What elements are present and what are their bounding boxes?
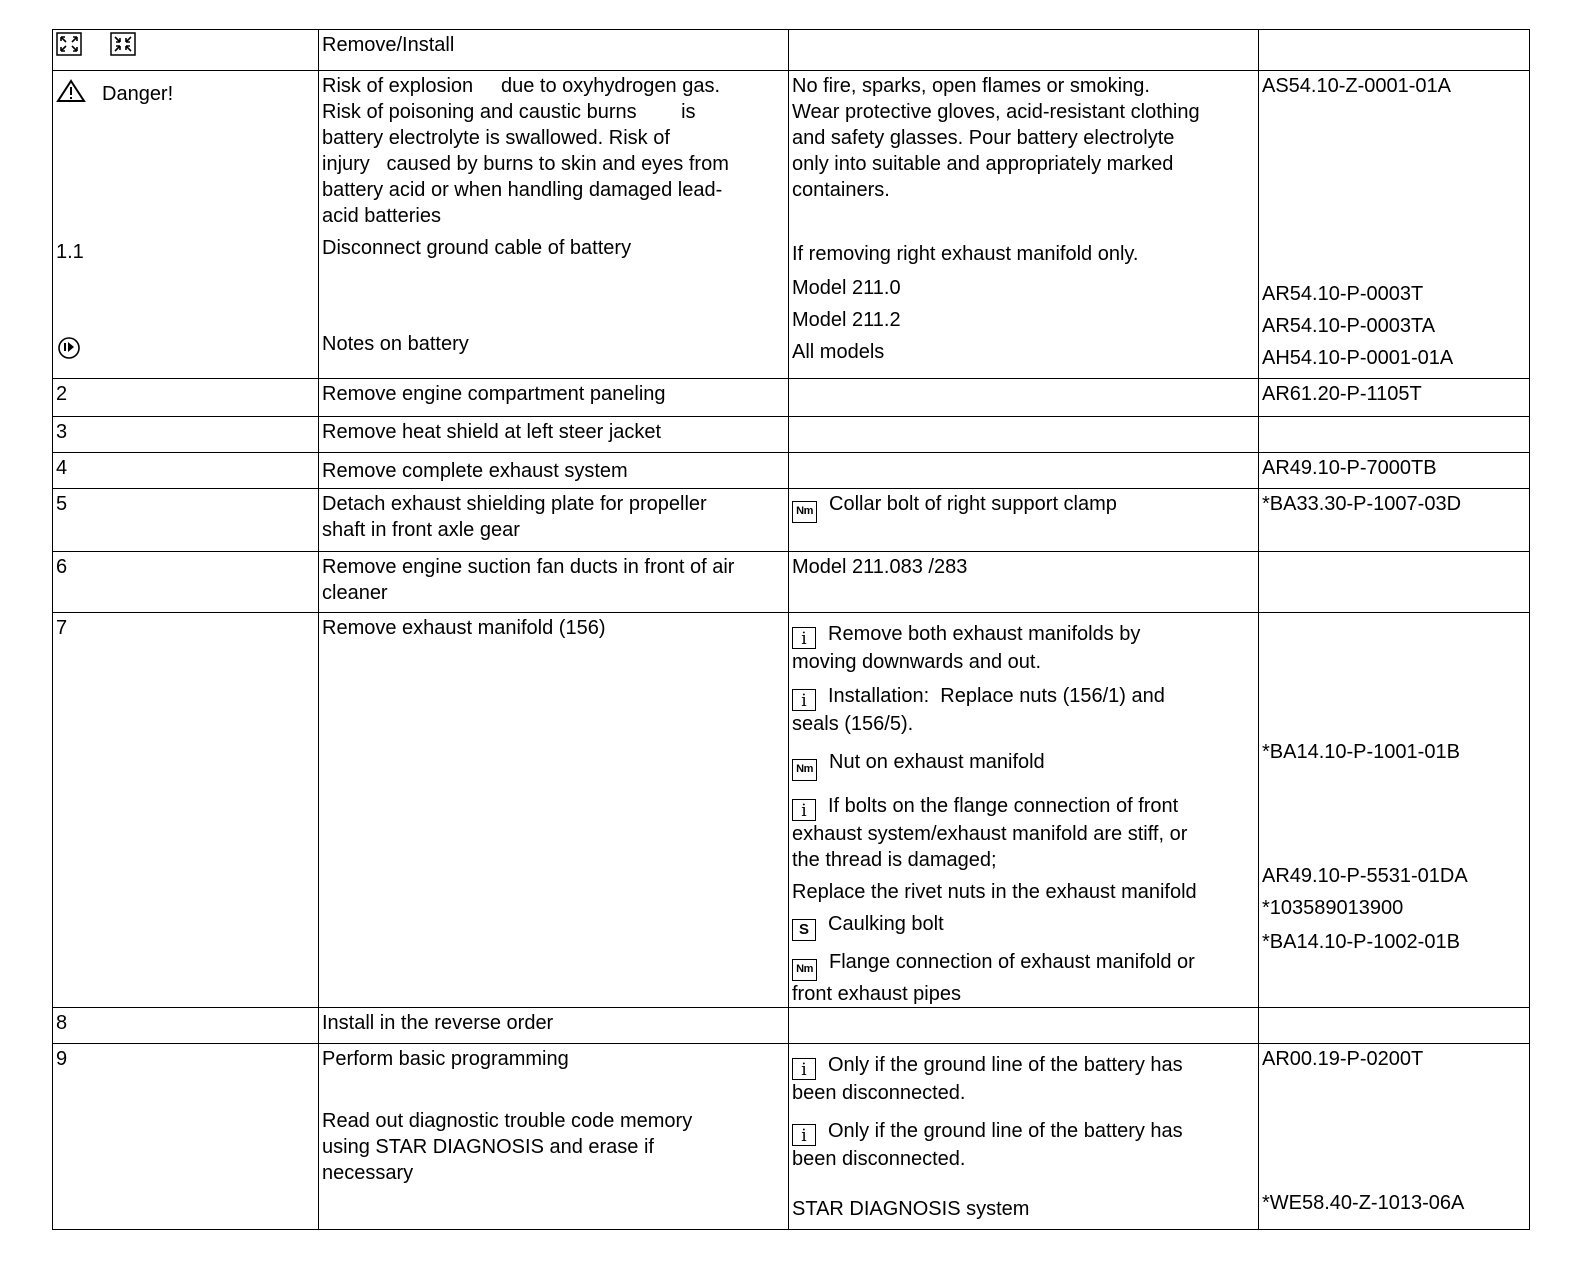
measure-line: No fire, sparks, open flames or smoking. — [792, 75, 1150, 97]
detail-line: the thread is damaged; — [792, 849, 997, 871]
risk-line: acid batteries — [322, 205, 441, 227]
detail-text: Remove both exhaust manifolds by — [828, 623, 1141, 645]
detail-line: exhaust system/exhaust manifold are stiff, or — [792, 823, 1188, 845]
measure-line: only into suitable and appropriately marked — [792, 153, 1174, 175]
step-detail — [789, 417, 1259, 453]
step-action: Remove heat shield at left steer jacket — [319, 417, 789, 453]
special-tool-icon: S — [792, 919, 816, 941]
step-detail — [789, 453, 1259, 489]
step-action — [319, 489, 789, 552]
step-row — [53, 417, 1530, 453]
step-num: 4 — [53, 453, 319, 489]
ref-211-0[interactable]: AR54.10-P-0003T — [1262, 283, 1424, 305]
detail-text: If bolts on the flange connection of front — [828, 795, 1179, 817]
header-operation — [319, 30, 789, 71]
step-num: 2 — [53, 379, 319, 417]
step-detail: Model 211.083 /283 — [789, 552, 1259, 613]
risk-line: Risk of poisoning and caustic burns is — [322, 101, 696, 123]
info-icon: i — [792, 627, 816, 649]
danger-label: Danger! — [102, 83, 174, 105]
ref-flange[interactable]: *BA14.10-P-1002-01B — [1262, 931, 1460, 953]
step-action — [319, 453, 789, 489]
step-row — [53, 1008, 1530, 1044]
step-action-line: Read out diagnostic trouble code memory — [322, 1110, 693, 1132]
step-action-text: Remove complete exhaust system — [322, 460, 628, 482]
step-ref — [1259, 1044, 1530, 1230]
risk-line: battery electrolyte is swallowed. Risk of — [322, 127, 670, 149]
step-detail — [789, 1044, 1259, 1230]
step-action-line: Detach exhaust shielding plate for propeller — [322, 493, 707, 515]
procedure-table — [52, 29, 1530, 1230]
info-icon: i — [792, 689, 816, 711]
step-num: 9 — [53, 1044, 319, 1230]
step-ref[interactable]: AR61.20-P-1105T — [1259, 379, 1530, 417]
header-icons-cell — [53, 30, 319, 71]
step-action-line: necessary — [322, 1162, 414, 1184]
step-1-1-note: If removing right exhaust manifold only. — [792, 243, 1139, 265]
step-action: Install in the reverse order — [319, 1008, 789, 1044]
step-action — [319, 552, 789, 613]
ref-nut-manifold[interactable]: *BA14.10-P-1001-01B — [1262, 741, 1460, 763]
danger-ref[interactable]: AS54.10-Z-0001-01A — [1262, 75, 1452, 97]
step-num-1-1: 1.1 — [56, 241, 84, 263]
step-ref[interactable]: *BA33.30-P-1007-03D — [1259, 489, 1530, 552]
ref-caulking-bolt[interactable]: *103589013900 — [1262, 897, 1404, 919]
step-row — [53, 613, 1530, 1008]
measure-line: and safety glasses. Pour battery electrolyte — [792, 127, 1175, 149]
step-action-line: shaft in front axle gear — [322, 519, 520, 541]
detail-line: moving downwards and out. — [792, 651, 1042, 673]
torque-nm-icon: Nm — [792, 959, 817, 981]
detail-line — [792, 911, 1254, 941]
info-icon: i — [792, 1124, 816, 1146]
step-action — [319, 1044, 789, 1230]
step-action-line: using STAR DIAGNOSIS and erase if — [322, 1136, 654, 1158]
step-ref[interactable]: AR49.10-P-7000TB — [1259, 453, 1530, 489]
step-action: Remove exhaust manifold (156) — [319, 613, 789, 1008]
step-action-line: Remove engine suction fan ducts in front of air — [322, 556, 735, 578]
ref-notes-battery[interactable]: AH54.10-P-0001-01A — [1262, 347, 1454, 369]
info-icon: i — [792, 799, 816, 821]
model-211-2: Model 211.2 — [792, 309, 901, 331]
info-icon: i — [792, 1058, 816, 1080]
ref-star-diagnosis[interactable]: *WE58.40-Z-1013-06A — [1262, 1192, 1465, 1214]
torque-nm-icon: Nm — [792, 501, 817, 523]
header-row — [53, 30, 1530, 71]
detail-text: Flange connection of exhaust manifold or — [829, 951, 1195, 973]
detail-line: been disconnected. — [792, 1082, 966, 1104]
danger-row — [53, 71, 1530, 379]
measure-line: Wear protective gloves, acid-resistant clothing — [792, 101, 1200, 123]
detail-line — [792, 621, 1254, 649]
ref-rivet-nuts[interactable]: AR49.10-P-5531-01DA — [1262, 865, 1468, 887]
step-action-line: cleaner — [322, 582, 388, 604]
step-num: 3 — [53, 417, 319, 453]
warning-triangle-icon — [56, 79, 86, 107]
step-num: 6 — [53, 552, 319, 613]
detail-text: Nut on exhaust manifold — [829, 751, 1045, 773]
all-models: All models — [792, 341, 885, 363]
measure-line: containers. — [792, 179, 890, 201]
detail-text: Caulking bolt — [828, 913, 944, 935]
ref-basic-programming[interactable]: AR00.19-P-0200T — [1262, 1048, 1424, 1070]
danger-measure-cell — [789, 71, 1259, 379]
step-num: 7 — [53, 613, 319, 1008]
step-action: Remove engine compartment paneling — [319, 379, 789, 417]
detail-text: Only if the ground line of the battery has — [828, 1054, 1183, 1076]
install-icon — [110, 32, 136, 63]
step-detail — [789, 489, 1259, 552]
ref-211-2[interactable]: AR54.10-P-0003TA — [1262, 315, 1436, 337]
detail-text: Installation: Replace nuts (156/1) and — [828, 685, 1165, 707]
step-num: 5 — [53, 489, 319, 552]
header-empty-1 — [789, 30, 1259, 71]
risk-line: Risk of explosion due to oxyhydrogen gas. — [322, 75, 721, 97]
operation-title: Remove/Install — [322, 34, 455, 56]
step-ref — [1259, 417, 1530, 453]
step-detail — [789, 1008, 1259, 1044]
step-row — [53, 1044, 1530, 1230]
header-empty-2 — [1259, 30, 1530, 71]
step-ref — [1259, 613, 1530, 1008]
remove-icon — [56, 32, 82, 63]
detail-line: seals (156/5). — [792, 713, 914, 735]
step-ref — [1259, 552, 1530, 613]
detail-line: STAR DIAGNOSIS system — [792, 1198, 1030, 1220]
step-num: 8 — [53, 1008, 319, 1044]
danger-ref-cell — [1259, 71, 1530, 379]
step-1-1-action: Disconnect ground cable of battery — [322, 237, 632, 259]
step-detail — [789, 613, 1259, 1008]
step-row — [53, 379, 1530, 417]
detail-line — [792, 793, 1254, 821]
detail-line — [792, 1118, 1254, 1146]
step-row — [53, 552, 1530, 613]
step-detail — [789, 379, 1259, 417]
risk-line: battery acid or when handling damaged lead- — [322, 179, 723, 201]
note-icon — [56, 335, 314, 364]
detail-line: front exhaust pipes — [792, 983, 961, 1005]
torque-detail-text: Collar bolt of right support clamp — [829, 493, 1117, 515]
danger-label-line — [56, 79, 314, 107]
step-row — [53, 453, 1530, 489]
danger-risk-cell — [319, 71, 789, 379]
step-ref — [1259, 1008, 1530, 1044]
detail-line — [792, 749, 1254, 781]
detail-line — [792, 1052, 1254, 1080]
model-211-0: Model 211.0 — [792, 277, 901, 299]
detail-line — [792, 683, 1254, 711]
step-action-line: Perform basic programming — [322, 1048, 569, 1070]
torque-nm-icon: Nm — [792, 759, 817, 781]
detail-line: been disconnected. — [792, 1148, 966, 1170]
torque-detail — [792, 491, 1254, 523]
notes-on-battery: Notes on battery — [322, 333, 469, 355]
detail-text: Only if the ground line of the battery has — [828, 1120, 1183, 1142]
detail-line — [792, 949, 1254, 981]
step-row — [53, 489, 1530, 552]
danger-num-cell — [53, 71, 319, 379]
risk-line: injury caused by burns to skin and eyes from — [322, 153, 729, 175]
detail-line: Replace the rivet nuts in the exhaust manifold — [792, 881, 1197, 903]
